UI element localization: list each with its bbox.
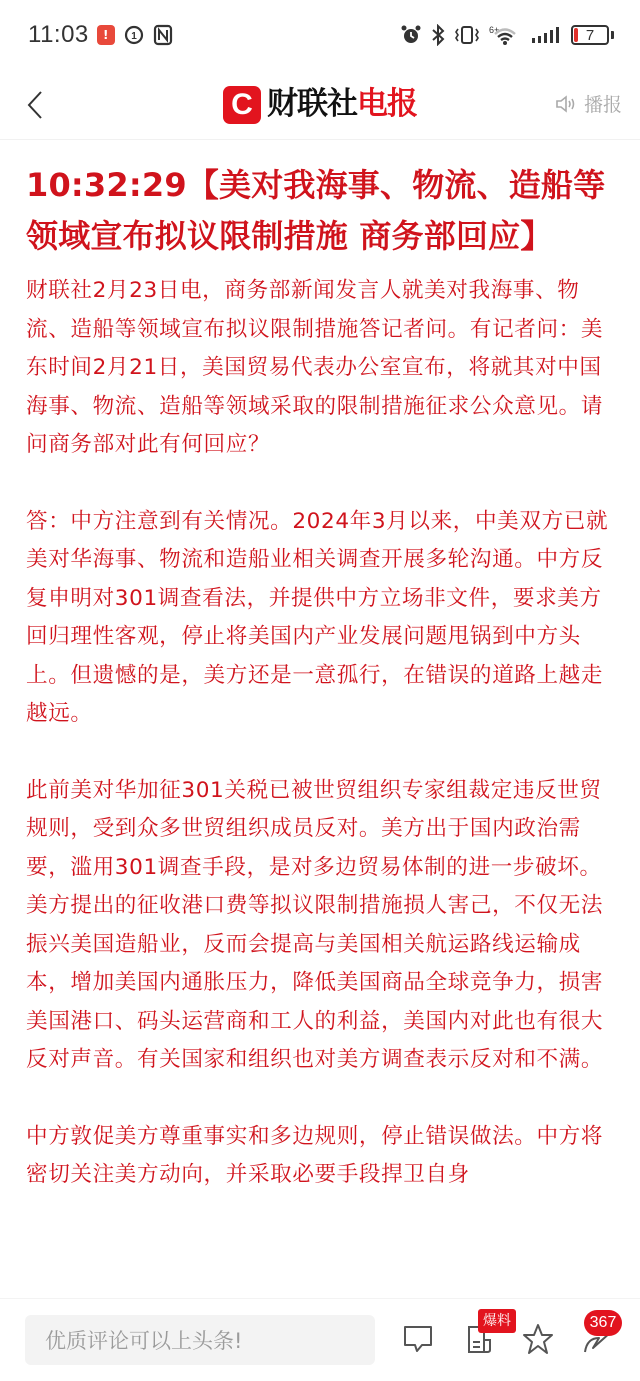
article-paragraph: 财联社2月23日电，商务部新闻发言人就美对我海事、物流、造船等领域宣布拟议限制措施答记者问。有记者问：美东时间2月21日，美国贸易代表办公室宣布，将就其对中国海事、物流、造船等领域采取的限制措施征求公众意见。请问商务部对此有何回应？ [26, 278, 604, 457]
comment-bubble-icon [402, 1323, 434, 1355]
article-paragraph: 答：中方注意到有关情况。2024年3月以来，中美双方已就美对华海事、物流和造船业相关调查开展多轮沟通。中方反复申明对301调查看法，并提供中方立场非文件，要求美方回归理性客观，停止将美国内产业发展问题甩锅到中方头上。但遗憾的是，美方还是一意孤行，在错误的道路上越走越远。 [26, 508, 609, 726]
status-left [28, 21, 173, 49]
article-headline: 10:32:29【美对我海事、物流、造船等领域宣布拟议限制措施 商务部回应】 [26, 166, 606, 255]
tip-off-badge: 爆料 [478, 1309, 516, 1333]
chevron-left-icon [26, 90, 44, 120]
status-right [400, 24, 614, 46]
share-count-badge: 367 [584, 1310, 622, 1336]
data-saver-icon [123, 24, 145, 46]
svg-text:1: 1 [131, 31, 137, 42]
comment-input[interactable] [25, 1315, 375, 1365]
cls-telegraph-logo [223, 86, 417, 124]
star-icon [521, 1322, 555, 1356]
logo-badge: C [223, 86, 261, 124]
article [26, 160, 620, 1195]
comment-button[interactable] [398, 1319, 438, 1359]
bluetooth-icon [431, 24, 445, 46]
status-time: 11:03 [28, 21, 89, 48]
logo-text-telegraph: 电报 [357, 86, 417, 122]
article-paragraph: 中方敦促美方尊重事实和多边规则，停止错误做法。中方将密切关注美方动向，并采取必要手段捍卫自身 [26, 1123, 604, 1187]
broadcast-label: 播报 [583, 94, 622, 116]
app-notification-icon: ! [97, 25, 115, 45]
battery-tip [611, 31, 614, 39]
speaker-icon [554, 92, 578, 116]
logo-text-brand: 财联社 [267, 86, 357, 122]
logo-text [267, 86, 417, 122]
alarm-icon [400, 24, 422, 46]
battery-icon: 7 [571, 25, 609, 45]
broadcast-button[interactable] [554, 90, 622, 117]
signal-icon [528, 24, 562, 46]
article-paragraph: 此前美对华加征301关税已被世贸组织专家组裁定违反世贸规则，受到众多世贸组织成员反对。美方出于国内政治需要，滥用301调查手段，是对多边贸易体制的进一步破坏。美方提出的征收港口费等拟议限制措施损人害己，不仅无法振兴美国造船业，反而会提高与美国相关航运路线运输成本，增加美国内通胀压力，降低美国商品全球竞争力，损害美国港口、码头运营商和工人的利益，美国内对此也有很大反对声音。有关国家和组织也对美方调查表示反对和不满。 [26, 777, 604, 1072]
app-header [0, 70, 640, 140]
status-bar [0, 0, 640, 70]
comment-placeholder: 优质评论可以上头条! [45, 1329, 243, 1353]
bottom-action-bar [0, 1298, 640, 1381]
favorite-button[interactable] [518, 1319, 558, 1359]
battery-indicator [571, 25, 614, 45]
svg-text:6+: 6+ [489, 25, 500, 35]
nfc-icon [153, 24, 173, 46]
vibrate-icon [454, 24, 480, 46]
back-button[interactable] [20, 88, 50, 122]
wifi-icon [489, 24, 519, 46]
